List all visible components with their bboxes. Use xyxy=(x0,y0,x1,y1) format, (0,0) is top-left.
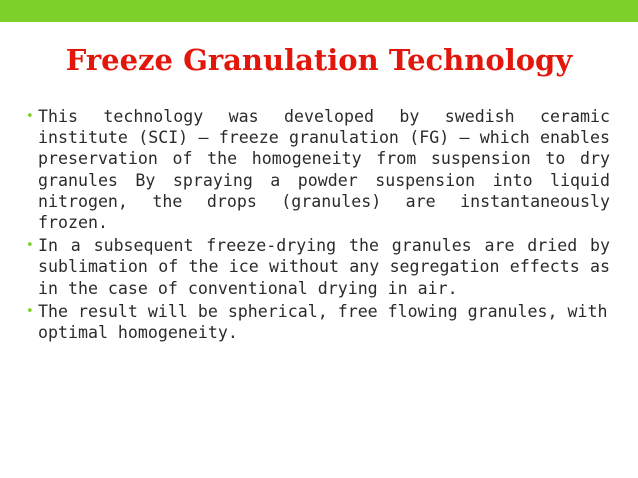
bullet-icon: • xyxy=(26,109,34,124)
bullet-text: This technology was developed by swedish ceramic institute (SCI) – freeze granulation (FG) – which enables preservation of the homogeneity from suspension to dry granules By spraying a powder suspension into liquid nitrogen, the drops (granules) are instantaneously frozen. xyxy=(38,107,610,233)
bullet-item xyxy=(26,235,610,299)
bullet-list xyxy=(26,106,610,345)
bullet-item xyxy=(26,301,610,343)
bullet-icon: • xyxy=(26,238,34,254)
bullet-icon: • xyxy=(26,303,34,319)
bullet-item xyxy=(26,106,610,233)
top-accent-bar xyxy=(0,0,638,22)
bullet-text: The result will be spherical, free flowing granules, with optimal homogeneity. xyxy=(38,301,608,343)
slide-title: Freeze Granulation Technology xyxy=(65,43,573,77)
bullet-text: In a subsequent freeze-drying the granules are dried by sublimation of the ice without any segregation effects as in the case of conventional drying in air. xyxy=(38,236,610,298)
